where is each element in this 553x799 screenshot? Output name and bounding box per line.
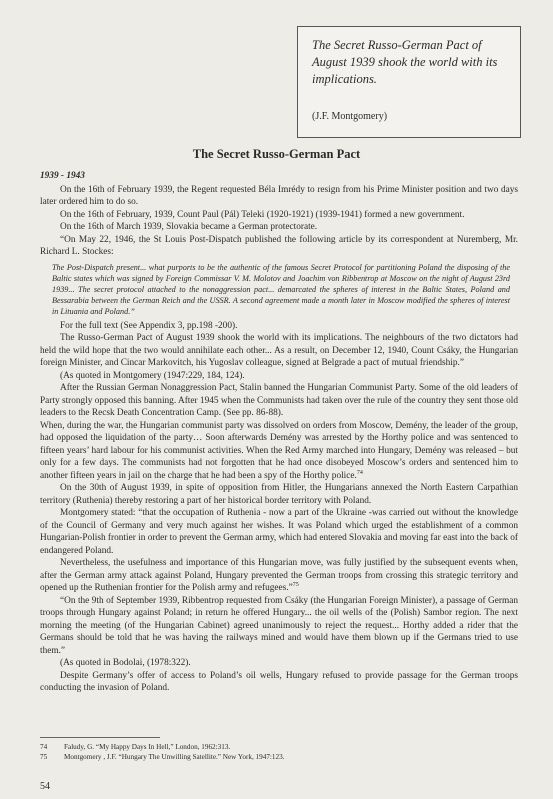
footnotes <box>40 742 510 762</box>
paragraph <box>40 420 518 483</box>
footnote-text: Montgomery , J.F. “Hungary The Unwilling Satellite.” New York, 1947:123. <box>64 753 285 761</box>
footnote-ref: 74 <box>356 469 363 476</box>
footnote-number: 75 <box>40 753 48 761</box>
citation: (As quoted in Montgomery (1947:229, 184, 124). <box>60 370 245 381</box>
paragraph <box>40 557 518 595</box>
citation: (As quoted in Bodolai, (1978:322). <box>60 658 191 668</box>
epigraph-attribution: (J.F. Montgomery) <box>312 111 388 122</box>
paragraph-text: When, during the war, the Hungarian communist party was dissolved on orders from Moscow, Demény, the leader of the group, had opposed the liquidation of the party… Soon afterwards Demény was arrested by the Horthy police and was sentenced to fifteen years’ hard labour for his communist activities. When the Red Army marched into Hungary, Demény was released – but only for a few days. The communists had not forgotten that he had once disobeyed Moscow’s orders and sentenced him to another fifteen years in jail on the charge that he had been a spy of the Horthy police. <box>40 420 518 481</box>
paragraph: The Russo-German Pact of August 1939 shook the world with its implications. The neighbours of the two dictators had held the wild hope that the two would annihilate each other... As a result, on December 12, 1940, Count Csáky, the Hungarian foreign Minister, and Cincar Markovitch, his Yugoslav colleague, signed at Belgrade a pact of mutual friendship.” <box>40 333 518 368</box>
footnote-text: Faludy, G. “My Happy Days In Hell,” London, 1962:313. <box>64 743 231 751</box>
paragraph: After the Russian German Nonaggression Pact, Stalin banned the Hungarian Communist Party. Some of the old leaders of Party strongly opposed this banning. After 1945 when the Communists had taken over the rule of the country they sent those old leaders to the Recsk Death Concentration Camp. (See pp. 86-88). <box>40 383 518 418</box>
page-title: The Secret Russo-German Pact <box>192 147 361 161</box>
paragraph: “On the 9th of September 1939, Ribbentrop requested from Csáky (the Hungarian Foreign Minister), a passage of German troops through Hungary against Poland; in return he offered Hungary... the oil wells of the (Polish) Sambor region. The next morning the meeting (of the Hungarian Cabinet) agreed unanimously to reject the request... Horthy added a rider that the Germans should be told that he was having the railways mined and would have them blown up if the Germans tried to use them.” <box>40 595 518 656</box>
footnote <box>40 742 510 752</box>
page-number: 54 <box>40 781 50 792</box>
epigraph-quote: The Secret Russo-German Pact of August 1939 shook the world with its implications. <box>312 38 498 86</box>
paragraph: For the full text (See Appendix 3, pp.198 -200). <box>60 320 238 331</box>
paragraph: “On May 22, 1946, the St Louis Post-Dispatch published the following article by its correspondent at Nuremberg, Mr. Richard L. Stockes: <box>40 234 518 257</box>
footnote-divider <box>40 737 160 738</box>
paragraph: On the 16th of February 1939, the Regent requested Béla Imrédy to resign from his Prime Minister position and two days later ordered him to do so. <box>40 184 518 207</box>
section-heading: 1939 - 1943 <box>40 171 85 181</box>
paragraph: On the 16th of March 1939, Slovakia became a German protectorate. <box>60 222 318 232</box>
footnote-ref: 75 <box>292 581 299 588</box>
block-quote: The Post-Dispatch present... what purports to be the authentic of the famous Secret Protocol for partitioning Poland the disposing of the Baltic states which was signed by Foreign Commissar V. M. Molotov and Joachim von Ribbentrop at Moscow on the night of August 23rd 1939... The secret protocol attached to the nonaggression pact... demarcated the spheres of interest in the Baltic States, Poland and Bessarabia between the German Reich and the USSR. A second agreement made a month later in Moscow modified the spheres of interest in Lituania and Poland.” <box>52 262 510 316</box>
footnote-number: 74 <box>40 743 48 751</box>
epigraph-box <box>297 26 521 138</box>
footnote <box>40 752 510 762</box>
paragraph-text: Nevertheless, the usefulness and importance of this Hungarian move, was fully justified by the subsequent events when, after the German army attack against Poland, Hungary prevented the German troops from crossing this strategic territory and opened up the Ruthenian frontier for the Polish army and refugees.” <box>40 558 518 593</box>
body-text <box>40 170 518 695</box>
paragraph: On the 16th of February, 1939, Count Paul (Pál) Teleki (1920-1921) (1939-1941) formed a new government. <box>60 209 465 220</box>
paragraph: Despite Germany’s offer of access to Poland’s oil wells, Hungary refused to provide passage for the German troops conducting the invasion of Poland. <box>40 670 518 693</box>
paragraph: On the 30th of August 1939, in spite of opposition from Hitler, the Hungarians annexed the North Eastern Carpathian territory (Ruthenia) thereby restoring a part of her historical border territory with Poland. <box>40 483 518 506</box>
paragraph: Montgomery stated: “that the occupation of Ruthenia - now a part of the Ukraine -was carried out without the knowledge of the Council of Germany and very much against her wishes. It was Poland which urged the establishment of a common Hungarian-Polish frontier in order to prevent the German army, which had entered Slovakia and moving far east into the back of endangered Poland. <box>40 508 518 556</box>
